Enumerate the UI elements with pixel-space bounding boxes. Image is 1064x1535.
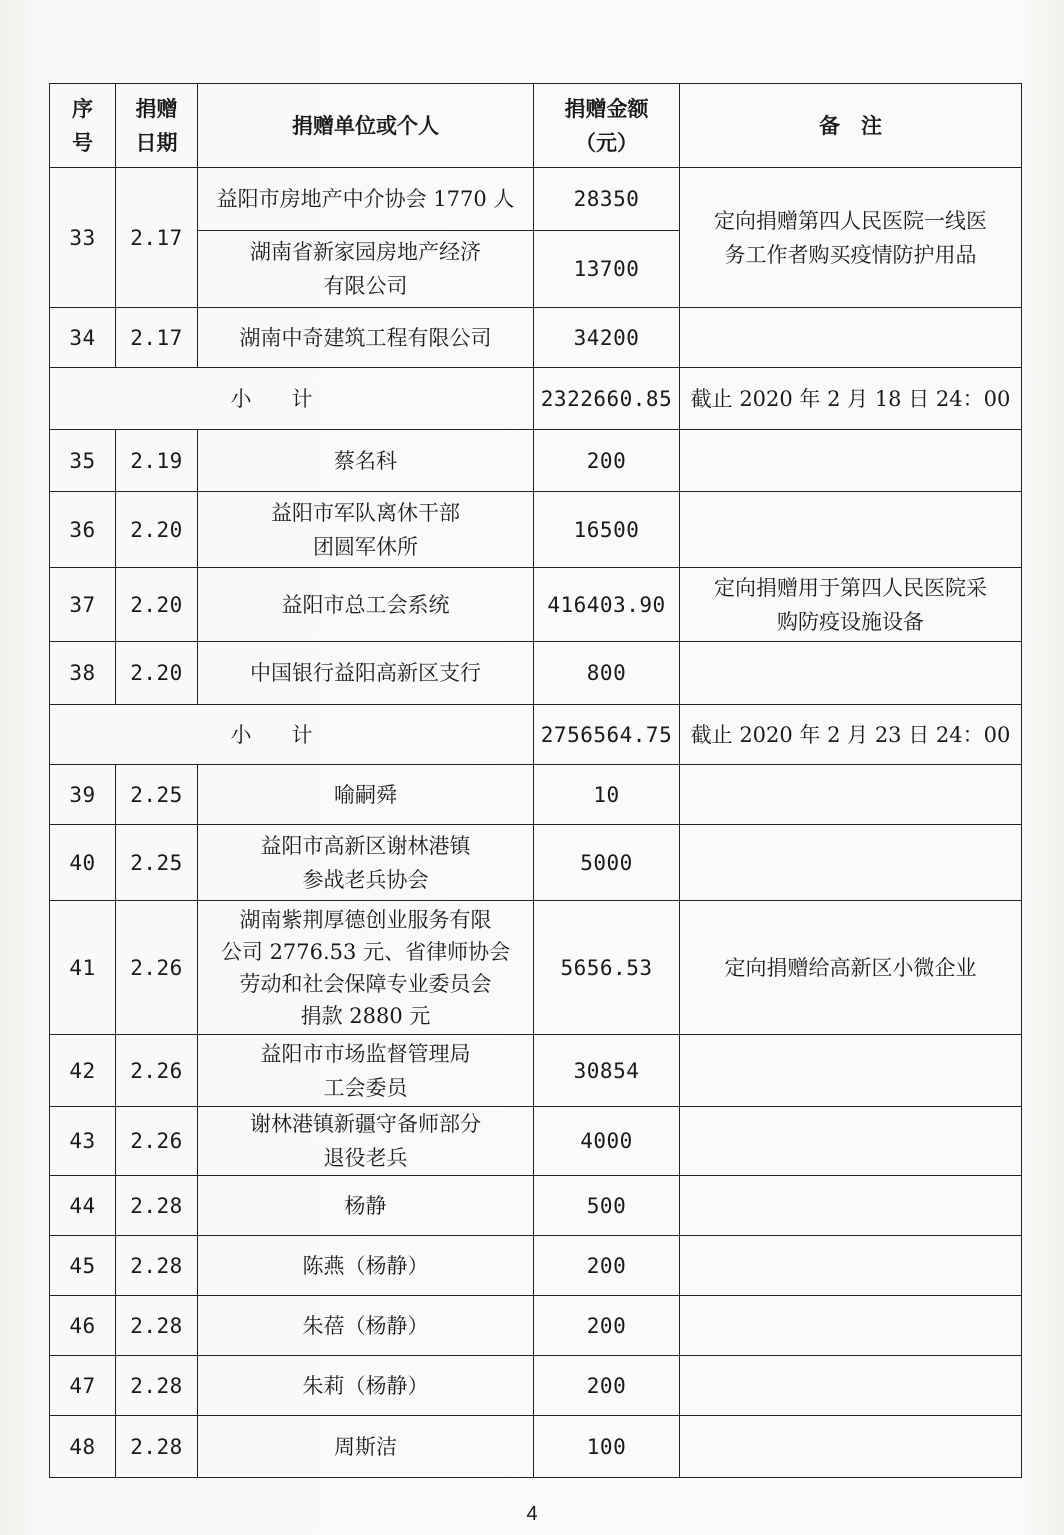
cell-amount: 34200: [534, 308, 680, 368]
cell-donor: 朱蓓（杨静）: [198, 1296, 534, 1356]
table-row: [50, 642, 1022, 705]
cell-seq: 35: [50, 430, 116, 492]
cell-date: 2.28: [116, 1236, 198, 1296]
cell-remark: 定向捐赠用于第四人民医院采 购防疫设施设备: [680, 568, 1022, 642]
header-seq: 序 号: [50, 84, 116, 168]
table-row: [50, 430, 1022, 492]
cell-seq: 39: [50, 765, 116, 825]
cell-seq: 42: [50, 1035, 116, 1107]
cell-date: 2.17: [116, 168, 198, 308]
cell-donor: 朱莉（杨静）: [198, 1356, 534, 1416]
cell-amount: 28350: [534, 168, 680, 231]
table-row: [50, 1107, 1022, 1176]
table-row: [50, 1176, 1022, 1236]
cell-amount: 500: [534, 1176, 680, 1236]
subtotal-row: [50, 368, 1022, 430]
cell-amount: 416403.90: [534, 568, 680, 642]
cell-donor: 益阳市房地产中介协会 1770 人: [198, 168, 534, 231]
header-date: 捐赠 日期: [116, 84, 198, 168]
cell-seq: 36: [50, 492, 116, 568]
cell-amount: 5000: [534, 825, 680, 901]
cell-date: 2.28: [116, 1416, 198, 1478]
page-number: 4: [526, 1503, 538, 1525]
cell-seq: 41: [50, 901, 116, 1035]
header-donor: 捐赠单位或个人: [198, 84, 534, 168]
cell-date: 2.26: [116, 1035, 198, 1107]
cell-amount: 200: [534, 1356, 680, 1416]
cell-donor: 益阳市总工会系统: [198, 568, 534, 642]
cell-amount: 200: [534, 430, 680, 492]
cell-date: 2.28: [116, 1356, 198, 1416]
subtotal-amount: 2322660.85: [534, 368, 680, 430]
cell-donor: 益阳市高新区谢林港镇 参战老兵协会: [198, 825, 534, 901]
table-row: [50, 1416, 1022, 1478]
cell-seq: 45: [50, 1236, 116, 1296]
donation-table: [49, 83, 1022, 1478]
cell-remark: [680, 308, 1022, 368]
cell-date: 2.20: [116, 568, 198, 642]
cell-seq: 48: [50, 1416, 116, 1478]
cell-remark: [680, 1416, 1022, 1478]
cell-date: 2.28: [116, 1296, 198, 1356]
cell-amount: 200: [534, 1236, 680, 1296]
cell-date: 2.17: [116, 308, 198, 368]
cell-amount: 4000: [534, 1107, 680, 1176]
cell-date: 2.28: [116, 1176, 198, 1236]
cell-remark: [680, 1296, 1022, 1356]
cell-remark: [680, 1236, 1022, 1296]
cell-remark: 定向捐赠给高新区小微企业: [680, 901, 1022, 1035]
header-remark: 备 注: [680, 84, 1022, 168]
subtotal-remark: 截止 2020 年 2 月 18 日 24：00: [680, 368, 1022, 430]
table-header-row: [50, 84, 1022, 168]
cell-donor: 杨静: [198, 1176, 534, 1236]
cell-date: 2.25: [116, 825, 198, 901]
cell-donor: 谢林港镇新疆守备师部分 退役老兵: [198, 1107, 534, 1176]
cell-remark: [680, 430, 1022, 492]
cell-remark: [680, 825, 1022, 901]
cell-seq: 33: [50, 168, 116, 308]
cell-amount: 10: [534, 765, 680, 825]
cell-donor: 中国银行益阳高新区支行: [198, 642, 534, 705]
cell-seq: 43: [50, 1107, 116, 1176]
cell-amount: 13700: [534, 231, 680, 308]
cell-donor: 湖南中奇建筑工程有限公司: [198, 308, 534, 368]
subtotal-row: [50, 705, 1022, 765]
cell-donor: 益阳市军队离休干部 团圆军休所: [198, 492, 534, 568]
cell-date: 2.26: [116, 901, 198, 1035]
subtotal-remark: 截止 2020 年 2 月 23 日 24：00: [680, 705, 1022, 765]
cell-date: 2.20: [116, 642, 198, 705]
cell-seq: 40: [50, 825, 116, 901]
cell-donor: 湖南紫荆厚德创业服务有限 公司 2776.53 元、省律师协会 劳动和社会保障专业委员会 捐款 2880 元: [198, 901, 534, 1035]
cell-date: 2.25: [116, 765, 198, 825]
cell-remark: [680, 492, 1022, 568]
table-row: [50, 568, 1022, 642]
header-amount: 捐赠金额 （元）: [534, 84, 680, 168]
table-row: [50, 1356, 1022, 1416]
cell-amount: 16500: [534, 492, 680, 568]
table-row: [50, 901, 1022, 1035]
cell-seq: 47: [50, 1356, 116, 1416]
cell-remark: [680, 642, 1022, 705]
table-row: [50, 1035, 1022, 1107]
cell-seq: 37: [50, 568, 116, 642]
table-row: [50, 492, 1022, 568]
cell-donor: 蔡名科: [198, 430, 534, 492]
cell-donor: 喻嗣舜: [198, 765, 534, 825]
cell-amount: 200: [534, 1296, 680, 1356]
cell-date: 2.19: [116, 430, 198, 492]
cell-date: 2.20: [116, 492, 198, 568]
cell-date: 2.26: [116, 1107, 198, 1176]
subtotal-label: 小计: [50, 368, 534, 430]
table-row: [50, 765, 1022, 825]
cell-remark: [680, 765, 1022, 825]
cell-amount: 100: [534, 1416, 680, 1478]
subtotal-label: 小计: [50, 705, 534, 765]
cell-seq: 44: [50, 1176, 116, 1236]
cell-donor: 周斯洁: [198, 1416, 534, 1478]
cell-remark: [680, 1356, 1022, 1416]
cell-seq: 34: [50, 308, 116, 368]
table-row: [50, 1296, 1022, 1356]
cell-amount: 5656.53: [534, 901, 680, 1035]
table-row: [50, 168, 1022, 231]
cell-donor: 益阳市市场监督管理局 工会委员: [198, 1035, 534, 1107]
cell-remark: [680, 1035, 1022, 1107]
cell-amount: 30854: [534, 1035, 680, 1107]
cell-remark: [680, 1176, 1022, 1236]
cell-donor: 湖南省新家园房地产经济 有限公司: [198, 231, 534, 308]
cell-seq: 46: [50, 1296, 116, 1356]
table-row: [50, 1236, 1022, 1296]
cell-remark: 定向捐赠第四人民医院一线医 务工作者购买疫情防护用品: [680, 168, 1022, 308]
table-row: [50, 308, 1022, 368]
table-row: [50, 825, 1022, 901]
cell-remark: [680, 1107, 1022, 1176]
cell-seq: 38: [50, 642, 116, 705]
subtotal-amount: 2756564.75: [534, 705, 680, 765]
cell-amount: 800: [534, 642, 680, 705]
cell-donor: 陈燕（杨静）: [198, 1236, 534, 1296]
